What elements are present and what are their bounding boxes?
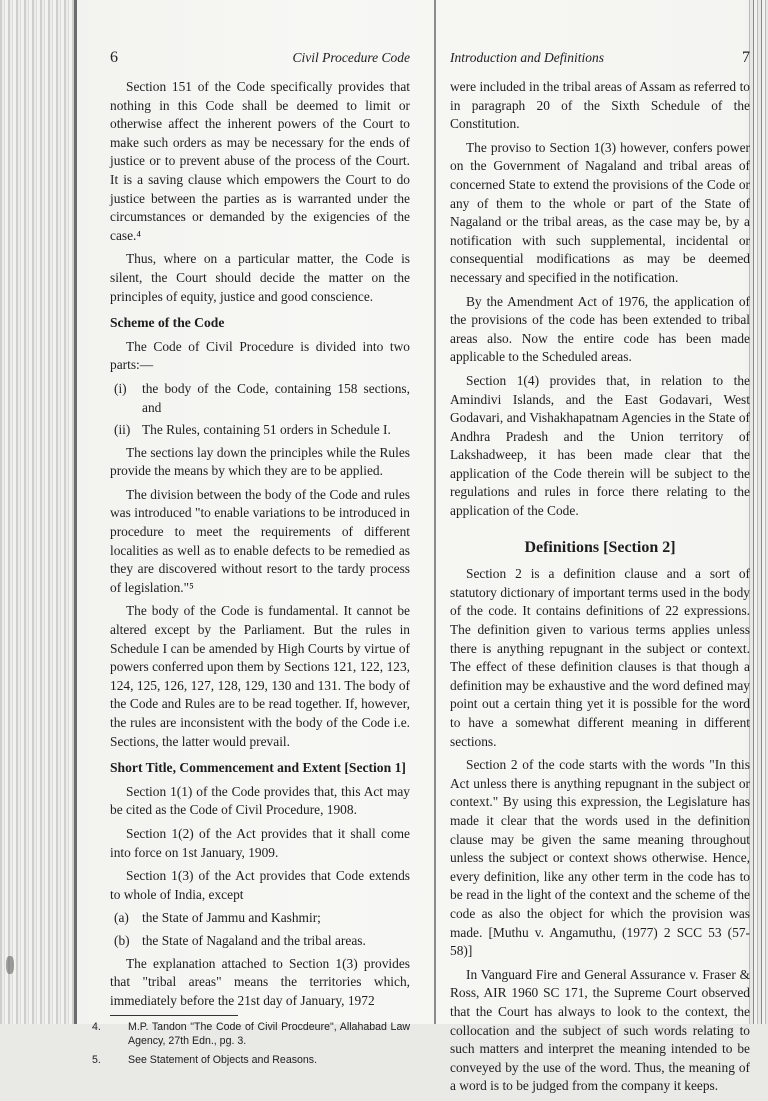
- paragraph: Section 1(2) of the Act provides that it shall come into force on 1st January, 1909.: [110, 825, 410, 860]
- paragraph: In Vanguard Fire and General Assurance v. Fraser & Ross, AIR 1960 SC 171, the Supreme Court observed that the Court has always to look to the context, the collocation and the subject of such words relating to such matters and interpret the meaning intended to be conveyed by the use of the word. Thus, the meaning of a word is to be judged from the company it keeps.: [450, 966, 750, 1094]
- paragraph: The division between the body of the Code and rules was introduced "to enable variations to be introduced in procedure to meet the requirements of different localities as well as to enable defects to be remedied as they are discovered without resort to the tardy process of legislation."⁵: [110, 486, 410, 595]
- list-item: [110, 909, 410, 928]
- paragraph: Section 1(4) provides that, in relation to the Amindivi Islands, and the East Godavari, West Godavari, and Vishakhapatnam Agencies in the State of Andhra Pradesh and the Union territory of Lakshadweep, it has been made clear that the application of the Code therein will be subject to the regulations and rules in force there relating to the application of the Code.: [450, 372, 750, 519]
- list-item: [110, 932, 410, 951]
- list-text: the body of the Code, containing 158 sections, and: [142, 380, 410, 415]
- paragraph: Section 2 of the code starts with the words "In this Act unless there is anything repugnant in the subject or context." By using this expression, the Legislature has made it clear that the words used in the definition clause may be given the same meaning throughout unless the subject or context shows otherwise. Hence, every definition, like any other term in the code has to be read in the light of the context and the scheme of the code as also the object for which the provision was made. [Muthu v. Angamuthu, (1977) 2 SCC 53 (57-58)]: [450, 757, 750, 959]
- paragraph: The Code of Civil Procedure is divided into two parts:—: [110, 338, 410, 373]
- list-text: the State of Nagaland and the tribal areas.: [142, 932, 366, 948]
- section-heading: Short Title, Commencement and Extent [Section 1]: [110, 760, 406, 776]
- left-running-title: Civil Procedure Code: [292, 50, 410, 66]
- list-marker: (b): [114, 932, 130, 948]
- footnote-number: 5.: [92, 1054, 101, 1067]
- left-page-number: 6: [110, 49, 118, 67]
- left-page: [92, 44, 410, 1072]
- paragraph: Section 1(3) of the Act provides that Code extends to whole of India, except: [110, 868, 410, 902]
- list-marker: (i): [114, 380, 127, 396]
- scan-mark: [6, 956, 14, 974]
- paragraph: Section 2 is a definition clause and a sort of statutory dictionary of important terms used in the body of the code. It contains definitions of 22 expressions. The definition given to various terms applies unless there is anything repugnant in the subject or context. The effect of these definition clauses is that though a definition may be exhaustive and the word defined may point out a certain thing yet it is possible for the word to have a somewhat different meaning in different sections.: [450, 566, 750, 749]
- paragraph: The explanation attached to Section 1(3) provides that "tribal areas" means the territories which, immediately before the 21st day of January, 1972: [110, 955, 410, 1008]
- list-text: The Rules, containing 51 orders in Schedule I.: [142, 422, 391, 438]
- paragraph: Section 151 of the Code specifically provides that nothing in this Code shall be deemed to limit or otherwise affect the inherent powers of the Court to make such orders as may be necessary for the ends of justice or to prevent abuse of the process of the Court. It is a saving clause which empowers the Court to do justice between the parties as is warranted under the circumstances or demanded by the exigencies of the case.⁴: [110, 79, 410, 243]
- paragraph: Section 1(1) of the Code provides that, this Act may be cited as the Code of Civil Procedure, 1908.: [110, 783, 410, 818]
- list-marker: (ii): [114, 422, 131, 438]
- list-text: the State of Jammu and Kashmir;: [142, 910, 321, 926]
- right-page: [450, 44, 750, 1101]
- right-running-header: [450, 44, 750, 68]
- right-page-number: 7: [742, 49, 750, 67]
- paragraph: The sections lay down the principles while the Rules provide the means by which they are to be applied.: [110, 444, 410, 479]
- left-running-header: [110, 44, 410, 68]
- right-running-title: Introduction and Definitions: [450, 50, 604, 66]
- section-heading: Definitions [Section 2]: [524, 538, 676, 556]
- section-heading: Scheme of the Code: [110, 315, 225, 331]
- footnote-number: 4.: [92, 1021, 101, 1034]
- list-item: [110, 380, 410, 417]
- footnote-text: See Statement of Objects and Reasons.: [128, 1054, 318, 1067]
- list-item: [110, 421, 410, 440]
- footnote-divider: [110, 1015, 238, 1016]
- paragraph: By the Amendment Act of 1976, the application of the provisions of the code has been extended to tribal areas also. Now the entire code has been made applicable to the Scheduled areas.: [450, 293, 750, 365]
- paragraph: Thus, where on a particular matter, the Code is silent, the Court should decide the matter on the principles of equity, justice and good conscience.: [110, 251, 410, 304]
- book-spine-edge: [0, 0, 80, 1024]
- paragraph: were included in the tribal areas of Assam as referred to in paragraph 20 of the Sixth Schedule of the Constitution.: [450, 79, 750, 132]
- center-gutter: [434, 0, 436, 1024]
- list-marker: (a): [114, 910, 129, 926]
- footnote: [92, 1053, 410, 1067]
- footnote: [92, 1020, 410, 1048]
- paragraph: The body of the Code is fundamental. It cannot be altered except by the Parliament. But the rules in Schedule I can be amended by High Courts by virtue of powers conferred upon them by Sections 121, 122, 123, 124, 125, 126, 127, 128, 129, 130 and 131. The body of the Code and Rules are to be read together. If, however, the rules are inconsistent with the body of the Code i.e. Sections, the latter would prevail.: [110, 603, 410, 749]
- paragraph: The proviso to Section 1(3) however, confers power on the Government of Nagaland and tribal areas of concerned State to extend the provisions of the Code or any of them to the whole or part of the State of Nagaland or the tribal areas, as the case may be, by a notification with such supplemental, incidental or consequential modifications as may be deemed necessary and specified in the notification.: [450, 139, 750, 285]
- footnote-text: M.P. Tandon "The Code of Civil Procdeure", Allahabad Law Agency, 27th Edn., pg. 3.: [128, 1021, 410, 1048]
